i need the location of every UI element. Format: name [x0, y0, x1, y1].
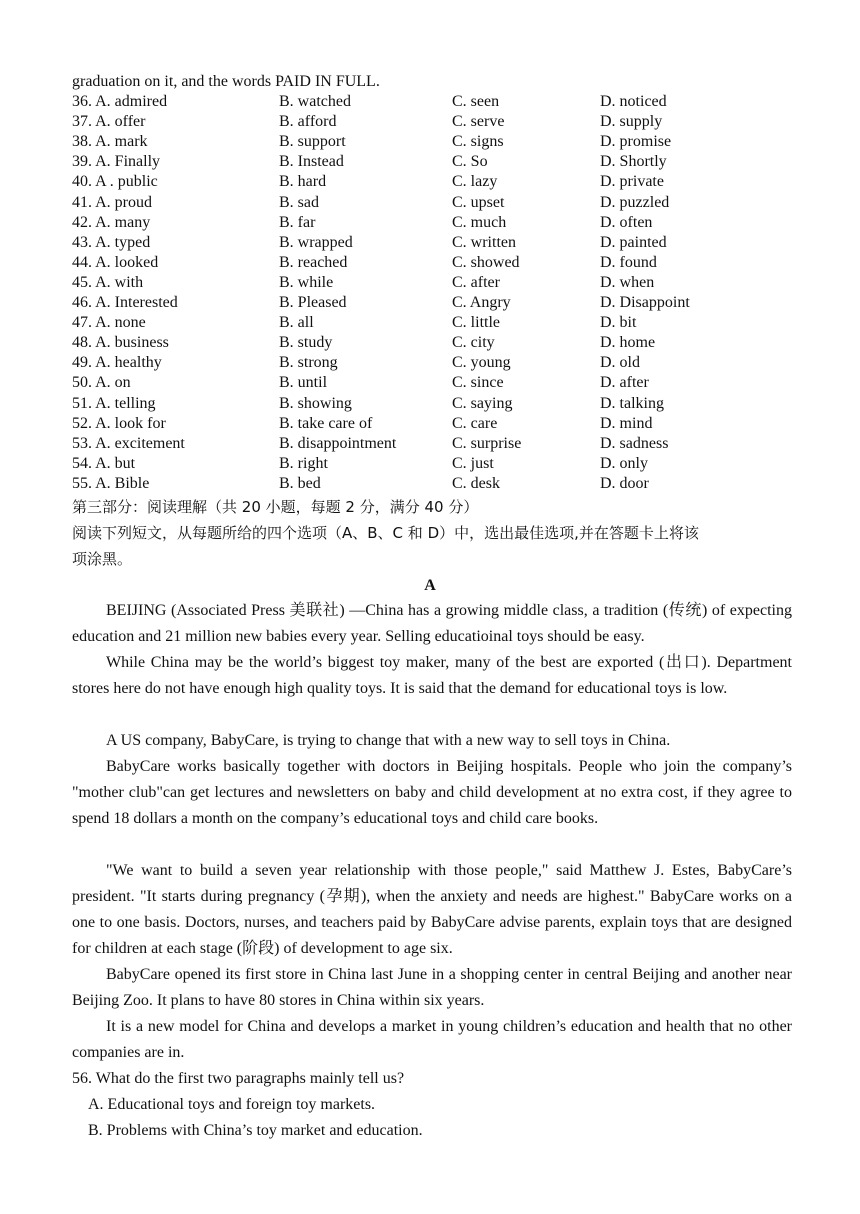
cloze-option-c: C. after: [452, 273, 500, 291]
cloze-option-b: B. all: [279, 314, 314, 332]
question-56-stem: 56. What do the first two paragraphs mainly tell us?: [72, 1070, 405, 1087]
cloze-option-b: B. wrapped: [279, 233, 353, 251]
cloze-option-a: 47. A. none: [72, 314, 146, 332]
cloze-option-row: [72, 92, 792, 112]
cloze-option-d: D. mind: [600, 414, 653, 432]
cloze-option-row: [72, 213, 792, 233]
cloze-option-d: D. Shortly: [600, 153, 667, 171]
part3-instruction-line2: 项涂黑。: [72, 550, 133, 568]
part3-instruction-line1: 阅读下列短文，从每题所给的四个选项（A、B、C 和 D）中，选出最佳选项,并在答题卡上将该: [72, 524, 699, 542]
cloze-option-row: [72, 474, 792, 494]
cloze-option-a: 49. A. healthy: [72, 354, 162, 372]
cloze-option-d: D. sadness: [600, 434, 669, 452]
cloze-option-c: C. little: [452, 314, 500, 332]
cloze-option-a: 55. A. Bible: [72, 474, 150, 492]
cloze-option-b: B. take care of: [279, 414, 373, 432]
cloze-option-d: D. old: [600, 354, 640, 372]
passage-label: A: [424, 577, 436, 594]
cloze-option-d: D. puzzled: [600, 193, 670, 211]
cloze-option-b: B. Pleased: [279, 294, 347, 311]
cloze-option-a: 48. A. business: [72, 334, 169, 352]
cloze-option-c: C. saying: [452, 394, 513, 412]
cloze-option-c: C. much: [452, 213, 507, 231]
cloze-option-b: B. hard: [279, 173, 327, 191]
cloze-option-d: D. only: [600, 454, 648, 472]
cloze-option-a: 40. A . public: [72, 173, 158, 191]
paragraph-1: BEIJING (Associated Press 美联社) —China has a growing middle class, a tradition (传统) of expecting education and 21 million new babies every year. Selling educatioinal toys should be easy.: [72, 602, 792, 645]
cloze-option-a: 41. A. proud: [72, 193, 152, 211]
cloze-option-c: C. serve: [452, 113, 505, 131]
cloze-option-c: C. seen: [452, 93, 500, 110]
cloze-option-d: D. after: [600, 374, 649, 392]
paragraph-4: BabyCare works basically together with doctors in Beijing hospitals. People who join the company’s "mother club"can get lectures and newsletters on baby and child development at no extra cost, if they agree to spend 18 dollars a month on the company’s educational toys and child care books.: [72, 758, 792, 827]
question-56-option-a: A. Educational toys and foreign toy markets.: [88, 1096, 376, 1113]
continued-text-line: graduation on it, and the words PAID IN FULL.: [72, 73, 380, 90]
cloze-option-d: D. door: [600, 474, 649, 492]
cloze-option-a: 43. A. typed: [72, 233, 151, 251]
cloze-option-a: 51. A. telling: [72, 394, 156, 412]
cloze-option-d: D. Disappoint: [600, 294, 690, 311]
paragraph-7: It is a new model for China and develops a market in young children’s education and health that no other companies are in.: [72, 1018, 792, 1061]
cloze-option-row: [72, 434, 792, 454]
cloze-option-b: B. far: [279, 213, 316, 231]
cloze-option-a: 50. A. on: [72, 374, 131, 392]
cloze-option-a: 44. A. looked: [72, 253, 159, 271]
cloze-option-c: C. since: [452, 374, 504, 392]
cloze-option-d: D. home: [600, 334, 656, 352]
cloze-option-c: C. desk: [452, 474, 500, 492]
cloze-option-d: D. often: [600, 213, 653, 231]
cloze-option-a: 52. A. look for: [72, 414, 166, 432]
cloze-option-c: C. So: [452, 153, 488, 171]
cloze-option-c: C. showed: [452, 253, 520, 271]
cloze-option-d: D. noticed: [600, 93, 667, 110]
cloze-option-b: B. strong: [279, 354, 338, 372]
cloze-option-a: 53. A. excitement: [72, 434, 185, 452]
cloze-option-b: B. watched: [279, 93, 351, 110]
paragraph-2: While China may be the world’s biggest toy maker, many of the best are exported (出口). Department stores here do not have enough high quality toys. It is said that the demand for educational toys is low.: [72, 654, 792, 697]
cloze-option-row: [72, 373, 792, 393]
cloze-option-row: [72, 394, 792, 414]
cloze-option-c: C. Angry: [452, 294, 511, 311]
cloze-option-c: C. care: [452, 414, 498, 432]
cloze-option-b: B. Instead: [279, 153, 344, 171]
cloze-option-row: [72, 172, 792, 192]
cloze-option-row: [72, 454, 792, 474]
cloze-option-b: B. reached: [279, 253, 348, 271]
cloze-option-row: [72, 152, 792, 172]
paragraph-5: "We want to build a seven year relationship with those people," said Matthew J. Estes, BabyCare’s president. "It starts during pregnancy (孕期), when the anxiety and needs are highest." BabyCare works on a one to one basis. Doctors, nurses, and teachers paid by BabyCare advise parents, explain toys that are designed for children at each stage (阶段) of development to age six.: [72, 862, 792, 957]
cloze-option-c: C. city: [452, 334, 495, 352]
cloze-option-c: C. just: [452, 454, 494, 472]
cloze-option-d: D. promise: [600, 133, 672, 151]
cloze-option-c: C. signs: [452, 133, 504, 151]
cloze-option-a: 42. A. many: [72, 213, 151, 231]
paragraph-3: A US company, BabyCare, is trying to change that with a new way to sell toys in China.: [106, 732, 671, 749]
cloze-option-row: [72, 313, 792, 333]
cloze-option-c: C. surprise: [452, 434, 522, 452]
cloze-option-c: C. written: [452, 233, 516, 251]
cloze-option-row: [72, 414, 792, 434]
cloze-option-c: C. lazy: [452, 173, 498, 191]
cloze-option-d: D. private: [600, 173, 664, 191]
cloze-option-a: 38. A. mark: [72, 133, 148, 151]
cloze-option-row: [72, 233, 792, 253]
cloze-option-d: D. bit: [600, 314, 637, 332]
question-56-option-b: B. Problems with China’s toy market and education.: [88, 1122, 423, 1139]
cloze-option-row: [72, 112, 792, 132]
cloze-option-row: [72, 253, 792, 273]
cloze-option-b: B. while: [279, 273, 334, 291]
cloze-option-c: C. young: [452, 354, 511, 372]
cloze-option-b: B. right: [279, 454, 328, 472]
cloze-option-row: [72, 193, 792, 213]
cloze-option-b: B. showing: [279, 394, 352, 412]
cloze-option-row: [72, 293, 792, 313]
paragraph-6: BabyCare opened its first store in China last June in a shopping center in central Beijing and another near Beijing Zoo. It plans to have 80 stores in China within six years.: [72, 966, 792, 1009]
cloze-option-d: D. supply: [600, 113, 663, 131]
cloze-option-b: B. afford: [279, 113, 337, 131]
cloze-option-row: [72, 333, 792, 353]
cloze-option-row: [72, 273, 792, 293]
cloze-option-a: 36. A. admired: [72, 93, 168, 110]
cloze-option-a: 39. A. Finally: [72, 153, 161, 171]
cloze-option-b: B. disappointment: [279, 434, 397, 452]
cloze-option-row: [72, 132, 792, 152]
cloze-option-c: C. upset: [452, 193, 505, 211]
cloze-option-b: B. bed: [279, 474, 321, 492]
cloze-option-b: B. support: [279, 133, 346, 151]
cloze-option-b: B. sad: [279, 193, 319, 211]
cloze-option-b: B. until: [279, 374, 328, 392]
cloze-option-a: 45. A. with: [72, 273, 144, 291]
cloze-option-a: 37. A. offer: [72, 113, 146, 131]
cloze-option-d: D. when: [600, 273, 655, 291]
part3-heading: 第三部分：阅读理解（共 20 小题，每题 2 分，满分 40 分）: [72, 498, 479, 516]
cloze-option-d: D. painted: [600, 233, 667, 251]
cloze-option-b: B. study: [279, 334, 333, 352]
cloze-option-a: 54. A. but: [72, 454, 136, 472]
cloze-option-a: 46. A. Interested: [72, 294, 178, 311]
cloze-option-d: D. talking: [600, 394, 664, 412]
cloze-option-row: [72, 353, 792, 373]
cloze-option-d: D. found: [600, 253, 657, 271]
